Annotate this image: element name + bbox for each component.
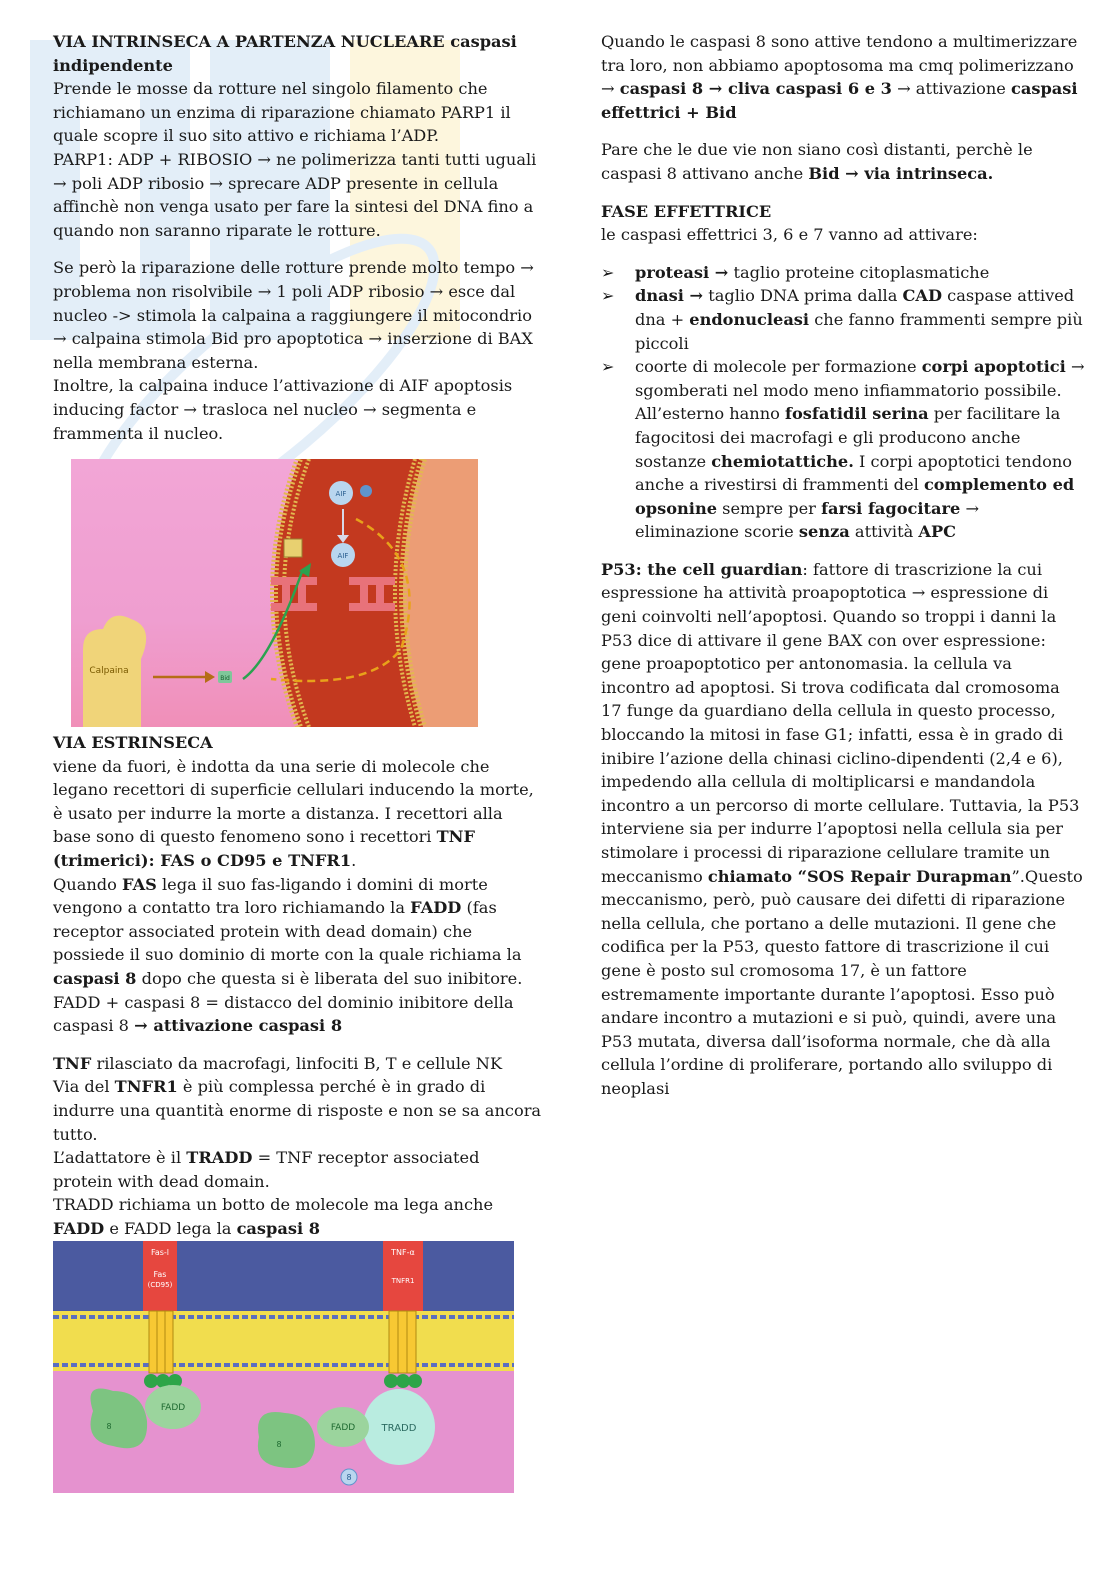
list-item <box>601 355 1085 544</box>
bold-span: dnasi → <box>635 286 704 306</box>
text-span: L’adattatore è il <box>53 1148 187 1168</box>
aif-label-top: AIF <box>335 490 347 499</box>
bold-span: complemento ed opsonine <box>635 475 1075 518</box>
text-span: taglio proteine citoplasmatiche <box>728 262 990 282</box>
fasl-label: Fas-l <box>150 1247 170 1257</box>
paragraph: PARP1: ADP + RIBOSIO → ne polimerizza tanti tutti uguali → poli ADP ribosio → sprecare ADP presente in cellula affinchè non venga usato per fare la sintesi del DNA fino a quando non saranno riparate le rotture. <box>53 149 537 240</box>
text-span: → eliminazione scorie <box>635 498 980 542</box>
bold-span: TRADD <box>186 1148 253 1168</box>
text-span: che fanno frammenti sempre più piccoli <box>635 309 1083 353</box>
bold-span: APC <box>918 522 957 542</box>
text-span: attività <box>849 522 919 542</box>
bold-span: chiamato “SOS Repair Durapman <box>707 866 1012 886</box>
text-span: (fas receptor associated protein with dead domain) che possiede il suo dominio di morte con la quale richiama la <box>53 898 522 965</box>
text-span: è più complessa perché è in grado di indurre una quantità enorme di risposte e non se sa ancora tutto. <box>53 1077 542 1144</box>
fadd-label-2: FADD <box>330 1422 356 1433</box>
text-span: : fattore di trascrizione la cui espressione ha attività proapoptotica <box>601 559 1042 603</box>
paragraph <box>601 138 1085 185</box>
bold-span: → attivazione caspasi 8 <box>134 1016 343 1036</box>
bold-span: TNF <box>53 1053 92 1073</box>
paragraph: Prende le mosse da rotture nel singolo filamento che richiamano un enzima di riparazione chiamato PARP1 il quale scopre il suo sito attivo e richiama l’ADP. <box>53 79 511 146</box>
bold-span: FADD <box>410 898 462 918</box>
text-span: → attivazione <box>891 79 1012 99</box>
text-span: viene da fuori, è indotta da una serie di molecole che legano recettori di superficie cellulari inducendo la morte, è usato per indurre la morte a distanza. I recettori alla base sono di questo fenomeno sono i recettori <box>53 756 534 847</box>
bold-span: senza <box>798 522 850 542</box>
bold-span: farsi fagocitare <box>821 498 961 518</box>
bold-span: caspasi 8 → cliva caspasi 6 e 3 <box>619 79 892 99</box>
calpain-aif-diagram <box>71 459 478 727</box>
paragraph <box>53 755 543 873</box>
paragraph-p53 <box>601 558 1085 1101</box>
bold-span: caspasi 8 <box>236 1218 321 1238</box>
fadd-label-1: FADD <box>160 1402 186 1413</box>
section-title-intrinsic-nuclear: VIA INTRINSECA A PARTENZA NUCLEARE caspasi indipendente <box>53 32 517 75</box>
arrow-icon: → <box>911 583 926 603</box>
cd95-label: (CD95) <box>147 1280 173 1289</box>
text-span: espressione di geni coinvolti nell’apoptosi. Quando so troppi i danni la P53 dice di attivare il gene BAX con over espressione: gene proapoptotico per antonomasia. la cellula va incontro ad apoptosi. Si trova codificata dal cromosoma 17 funge da guardiano della cellula in questo processo, bloccando la mitosi in fase G1; infatti, essa è in grado di inibire l’azione della chinasi ciclino-dipendenti (2,4 e 6), impedendo alla cellula di moltiplicarsi e mandandola incontro a un percorso di morte cellulare. Tuttavia, la P53 interviene sia per indurre l’apoptosi nella cellula sia per stimolare i processi di riparazione cellulare tramite un meccanismo <box>601 583 1080 886</box>
tradd-label: TRADD <box>381 1422 417 1434</box>
bid-label: Bid <box>220 675 230 683</box>
bold-span: endonucleasi <box>689 309 810 329</box>
text-span: taglio DNA prima dalla <box>703 286 903 306</box>
bold-span: Bid → via intrinseca. <box>808 163 994 183</box>
text-span: → sgomberati nel modo meno infiammatorio possibile. All’esterno hanno <box>635 357 1085 424</box>
bold-span: caspasi 8 <box>53 969 137 989</box>
effector-list <box>601 261 1085 544</box>
text-span: caspase attived dna + <box>635 286 1075 329</box>
aif-label-bottom: AIF <box>337 552 349 561</box>
bold-span: fosfatidil serina <box>785 404 929 424</box>
bold-span: FAS <box>122 874 157 894</box>
paragraph <box>53 991 543 1038</box>
bullet-arrow-icon: ➢ <box>601 262 615 282</box>
text-span: TRADD richiama un botto de molecole ma lega anche <box>53 1195 494 1215</box>
paragraph <box>601 30 1085 124</box>
fas-label: Fas <box>153 1269 167 1279</box>
text-span: I corpi apoptotici tendono anche a rivestirsi di frammenti del <box>635 451 1072 495</box>
text-span: coorte di molecole per formazione <box>635 357 922 377</box>
section-title-extrinsic: VIA ESTRINSECA <box>53 733 213 753</box>
bold-span: proteasi → <box>635 262 729 282</box>
paragraph: Inoltre, la calpaina induce l’attivazione di AIF apoptosis inducing factor → trasloca nel nucleo → segmenta e frammenta il nucleo. <box>53 376 513 443</box>
text-span: rilasciato da macrofagi, linfociti B, T e cellule NK <box>91 1053 503 1073</box>
bullet-arrow-icon: ➢ <box>601 286 615 306</box>
tnfa-label: TNF-α <box>391 1247 415 1257</box>
text-span: = TNF receptor associated protein with dead domain. <box>53 1148 480 1191</box>
text-span: per facilitare la fagocitosi dei macrofagi e gli producono anche sostanze <box>635 404 1061 471</box>
bullet-arrow-icon: ➢ <box>601 357 615 377</box>
paragraph <box>53 1052 543 1076</box>
list-item <box>601 261 1085 285</box>
text-span: dopo che questa si è liberata del suo inibitore. <box>136 969 523 989</box>
paragraph <box>53 1146 543 1193</box>
text-span: sempre per <box>717 498 822 518</box>
right-column <box>601 30 1085 1115</box>
caspase8-label-3: 8 <box>346 1472 352 1482</box>
text-span: lega il suo fas-ligando i domini di morte vengono a contatto tra loro richiamando la <box>53 874 488 918</box>
bold-span: P53: the cell guardian <box>601 559 803 579</box>
bold-span: TNF (trimerici): FAS o CD95 e TNFR1 <box>53 827 475 871</box>
text-span: Pare che le due vie non siano così distanti, perchè le caspasi 8 attivano anche <box>601 140 1033 183</box>
figure-fas-tnfr1 <box>53 1241 514 1493</box>
bold-span: corpi apoptotici <box>921 357 1066 377</box>
bold-span: chemiotattiche. <box>711 451 854 471</box>
text-span: Via del <box>53 1077 115 1097</box>
paragraph: Se però la riparazione delle rotture prende molto tempo → problema non risolvibile → 1 poli ADP ribosio → esce dal nucleo -> stimola la calpaina a raggiungere il mitocondrio → calpaina stimola Bid pro apoptotica → inserzione di BAX nella membrana esterna. <box>53 258 534 372</box>
bold-span: CAD <box>902 286 943 306</box>
paragraph <box>53 873 543 991</box>
text-span: FADD + caspasi 8 = distacco del dominio inibitore della caspasi 8 <box>53 992 514 1036</box>
caspase8-label-1: 8 <box>106 1421 112 1431</box>
text-span: ”.Questo meccanismo, però, può causare dei difetti di riparazione nella cellula, che portano a delle mutazioni. Il gene che codifica per la P53, questo fattore di trascrizione il cui gene è posto sul cromosoma 17, è un fattore estremamente importante durante l’apoptosi. Esso può andare incontro a mutazioni e si può, quindi, avere una P53 mutata, diversa dall’isoforma normale, che dà alla cellula l’ordine di proliferare, portando allo sviluppo di neoplasi <box>601 866 1083 1098</box>
paragraph <box>53 1075 543 1146</box>
caspase8-label-2: 8 <box>276 1439 282 1449</box>
text-span: e FADD lega la <box>104 1218 237 1238</box>
list-item <box>601 284 1085 355</box>
paragraph <box>53 1193 543 1240</box>
bold-span: caspasi effettrici + Bid <box>601 79 1078 122</box>
text-span: Quando le caspasi 8 sono attive tendono a multimerizzare tra loro, non abbiamo apoptosoma ma cmq polimerizzano → <box>601 32 1078 99</box>
section-title-effector-phase: FASE EFFETTRICE <box>601 201 772 221</box>
figure-calpain-aif <box>71 459 478 727</box>
bold-span: FADD <box>53 1218 105 1238</box>
left-column <box>53 30 543 1497</box>
paragraph: le caspasi effettrici 3, 6 e 7 vanno ad attivare: <box>601 225 978 245</box>
tnfr1-label: TNFR1 <box>391 1276 415 1285</box>
text-span: Quando <box>53 874 123 894</box>
calpaina-label: Calpaina <box>89 666 129 677</box>
text-span: . <box>351 851 357 871</box>
fas-tnfr1-diagram <box>53 1241 514 1493</box>
bold-span: TNFR1 <box>114 1077 178 1097</box>
